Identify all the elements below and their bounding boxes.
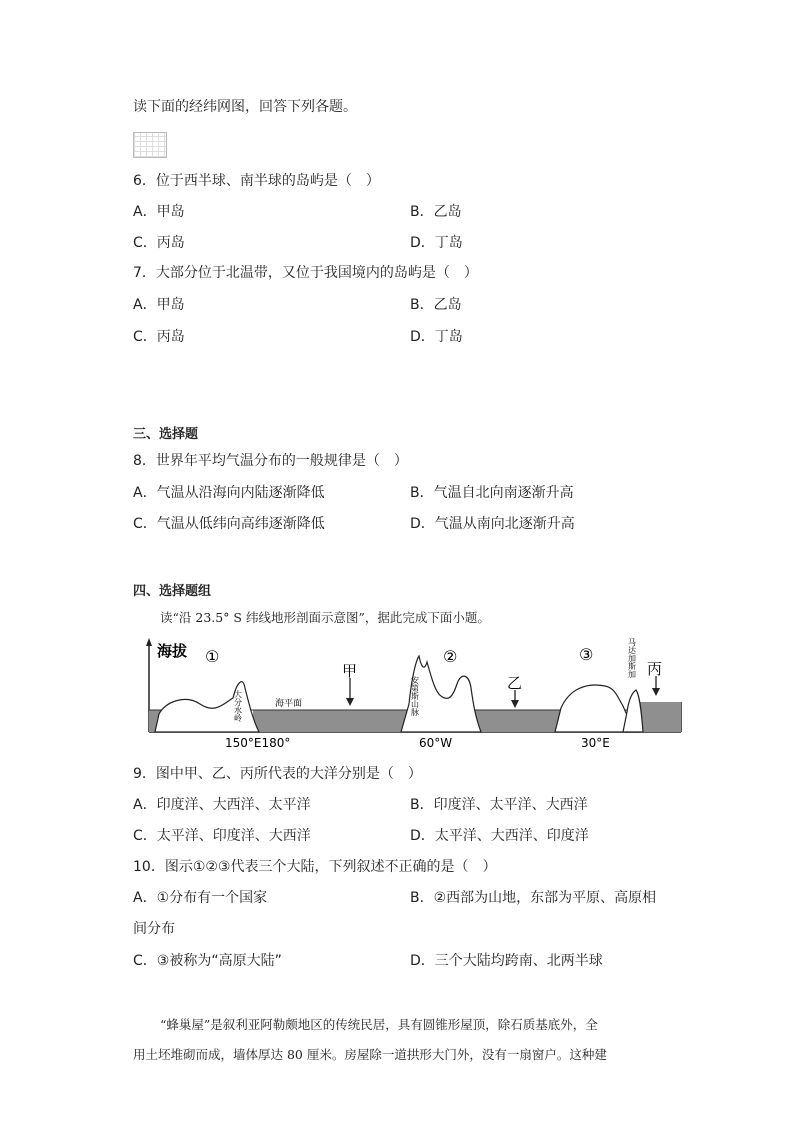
q7-option-b: B．乙岛	[410, 297, 462, 313]
q10-option-a: A．①分布有一个国家	[133, 890, 268, 906]
label-andes: 安第斯山脉	[410, 676, 420, 716]
q10-option-b-line2: 间分布	[133, 921, 175, 937]
passage-line-1: “蜂巢屋”是叙利亚阿勒颇地区的传统民居，具有圆锥形屋顶，除石质基底外，全	[160, 1017, 598, 1032]
lon-label-1: 150°E180°	[225, 736, 291, 750]
graticule-map-thumbnail	[133, 132, 167, 158]
q7-stem: 7．大部分位于北温带，又位于我国境内的岛屿是（ ）	[133, 265, 478, 281]
label-yi: 乙	[507, 674, 523, 692]
label-circle-3: ③	[579, 645, 594, 664]
q7-option-a: A．甲岛	[133, 297, 185, 313]
label-circle-1: ①	[205, 647, 220, 666]
ocean-yi	[475, 710, 565, 732]
q10-option-c: C．③被称为“高原大陆”	[133, 953, 282, 969]
q6-stem: 6．位于西半球、南半球的岛屿是（ ）	[133, 173, 380, 189]
q8-option-a: A．气温从沿海向内陆逐渐降低	[133, 485, 325, 501]
q8-option-d: D．气温从南向北逐渐升高	[410, 516, 575, 532]
latitude-profile-diagram	[145, 632, 685, 750]
label-circle-2: ②	[443, 647, 458, 666]
label-madagascar: 马达加斯加	[627, 638, 637, 678]
q7-option-c: C．丙岛	[133, 329, 185, 345]
q6-option-b: B．乙岛	[410, 204, 462, 220]
section-4-heading: 四、选择题组	[133, 584, 212, 599]
q9-stem: 9．图中甲、乙、丙所代表的大洋分别是（ ）	[133, 766, 422, 782]
bing-arrowhead-icon	[652, 688, 660, 696]
madagascar-island-profile	[623, 690, 643, 732]
q6-option-c: C．丙岛	[133, 235, 185, 251]
q6-option-a: A．甲岛	[133, 204, 185, 220]
q9-option-b: B．印度洋、太平洋、大西洋	[410, 797, 588, 813]
continent-1-profile	[155, 682, 259, 732]
lon-label-2: 60°W	[419, 736, 453, 750]
label-bing: 丙	[647, 660, 663, 678]
q10-option-b-line1: B．②西部为山地，东部为平原、高原相	[410, 890, 657, 906]
label-jia: 甲	[342, 662, 358, 680]
lon-label-3: 30°E	[581, 736, 610, 750]
q9-intro-text: 读“沿 23.5° S 纬线地形剖面示意图”，据此完成下面小题。	[160, 610, 490, 625]
q9-option-d: D．太平洋、大西洋、印度洋	[410, 828, 589, 844]
intro-text: 读下面的经纬网图，回答下列各题。	[133, 99, 357, 115]
q10-stem: 10．图示①②③代表三个大陆，下列叙述不正确的是（ ）	[133, 859, 497, 875]
q7-option-d: D．丁岛	[410, 329, 463, 345]
ylabel-altitude: 海拔	[157, 642, 188, 660]
y-axis-arrow-icon	[146, 638, 152, 646]
q8-option-b: B．气温自北向南逐渐升高	[410, 485, 574, 501]
q8-option-c: C．气温从低纬向高纬逐渐降低	[133, 516, 325, 532]
passage-line-2: 用土坯堆砌而成，墙体厚达 80 厘米。房屋除一道拱形大门外，没有一扇窗户。这种建	[133, 1047, 607, 1062]
q8-stem: 8．世界年平均气温分布的一般规律是（ ）	[133, 453, 408, 469]
q6-option-d: D．丁岛	[410, 235, 463, 251]
section-3-heading: 三、选择题	[133, 427, 199, 442]
label-sea-level: 海平面	[275, 699, 303, 709]
q9-option-a: A．印度洋、大西洋、太平洋	[133, 797, 311, 813]
yi-arrowhead-icon	[511, 700, 519, 708]
label-great-dividing-range: 大分水岭	[233, 690, 243, 722]
q9-option-c: C．太平洋、印度洋、大西洋	[133, 828, 311, 844]
ocean-bing	[639, 702, 681, 732]
q10-option-d: D．三个大陆均跨南、北两半球	[410, 953, 603, 969]
jia-arrowhead-icon	[346, 698, 354, 706]
ocean-jia	[253, 710, 423, 732]
